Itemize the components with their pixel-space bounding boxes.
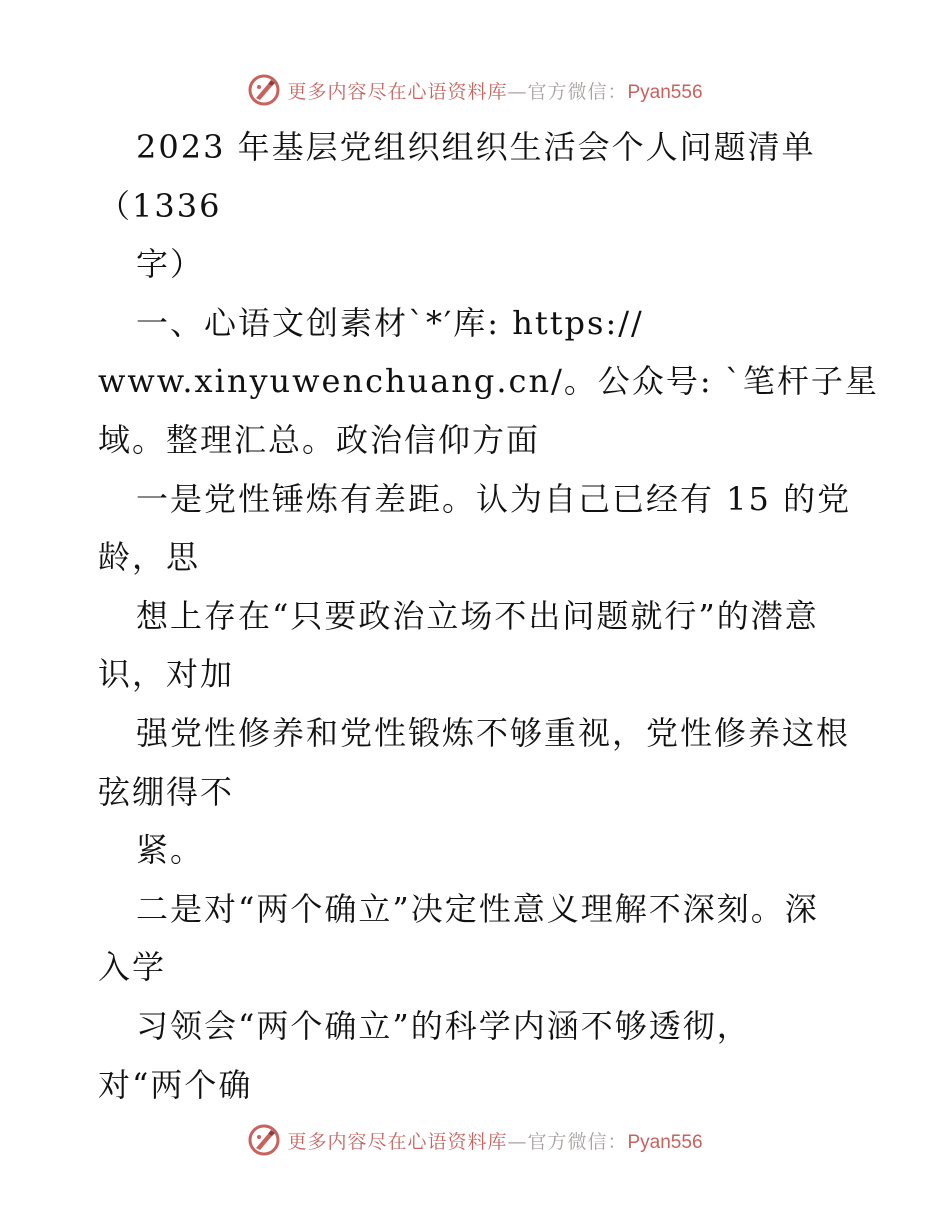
pen-logo-icon: [247, 1123, 281, 1157]
document-line: （1336: [98, 186, 222, 225]
watermark-main: 更多内容尽在心语资料库: [287, 80, 508, 103]
document-line: www.xinyuwenchuang.cn/。公众号: `笔杆子星: [98, 362, 879, 401]
document-line: 对“两个确: [98, 1065, 253, 1104]
watermark-text: [287, 77, 702, 104]
document-line: 龄，思: [98, 538, 201, 577]
document-line: 2023 年基层党组织组织生活会个人问题清单: [136, 128, 816, 166]
watermark-header: [0, 72, 950, 108]
watermark-sub: —官方微信：: [507, 80, 628, 103]
watermark-sub: —官方微信：: [507, 1130, 628, 1153]
watermark-id: Pyan556: [627, 1131, 703, 1153]
document-line: 一是党性锤炼有差距。认为自己已经有 15 的党: [136, 479, 852, 518]
watermark-text: [287, 1127, 702, 1154]
document-line: 强党性修养和党性锻炼不够重视，党性修养这根: [136, 713, 851, 752]
document-line: 想上存在“只要政治立场不出问题就行”的潜意: [136, 596, 819, 635]
document-body: [98, 122, 879, 1118]
document-line: 二是对“两个确立”决定性意义理解不深刻。深: [136, 889, 819, 928]
document-line: 域。整理汇总。政治信仰方面: [98, 420, 541, 459]
document-line: 字）: [136, 245, 205, 284]
document-line: 紧。: [136, 831, 205, 870]
document-line: 习领会“两个确立”的科学内涵不够透彻，: [136, 1006, 751, 1045]
document-line: 入学: [98, 948, 167, 987]
pen-logo-icon: [247, 73, 281, 107]
document-line: 弦绷得不: [98, 772, 235, 811]
watermark-id: Pyan556: [627, 81, 703, 103]
document-line: 识，对加: [98, 655, 235, 694]
watermark-main: 更多内容尽在心语资料库: [287, 1130, 508, 1153]
document-line: 一、心语文创素材`*′库: https://: [136, 303, 644, 342]
watermark-footer: [0, 1122, 950, 1158]
